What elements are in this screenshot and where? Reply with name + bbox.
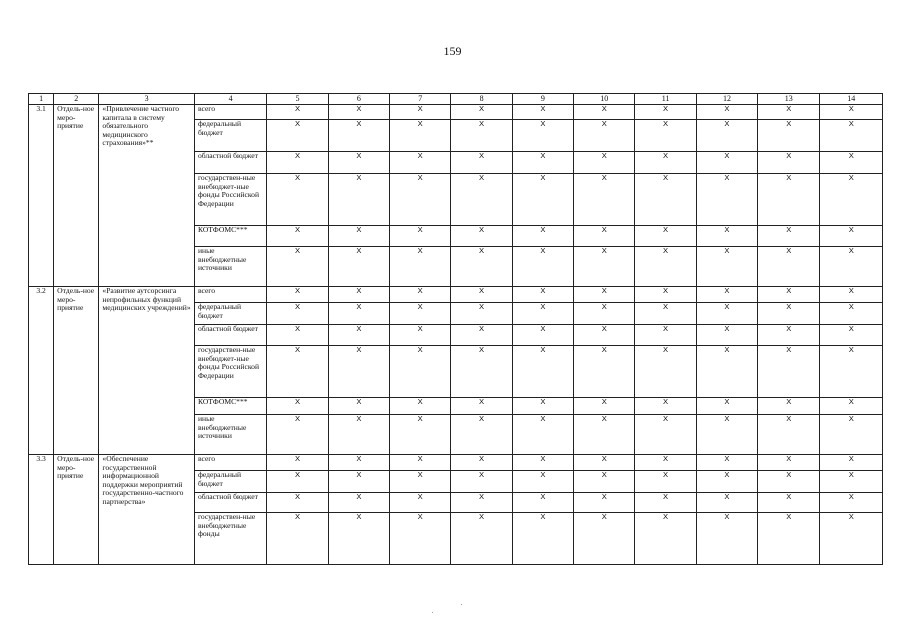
funding-source: федеральный бюджет <box>194 471 266 493</box>
funding-source: КОТФОМС*** <box>194 398 266 415</box>
x-mark-cell: X <box>267 493 328 513</box>
x-mark-cell: X <box>696 152 757 174</box>
x-mark-cell: X <box>390 287 451 303</box>
x-mark-cell: X <box>574 415 635 455</box>
x-mark-cell: X <box>328 152 389 174</box>
x-mark-cell: X <box>512 325 573 346</box>
x-mark-cell: X <box>512 287 573 303</box>
column-header: 10 <box>574 94 635 105</box>
x-mark-cell: X <box>820 455 883 471</box>
x-mark-cell: X <box>635 325 696 346</box>
x-mark-cell: X <box>267 105 328 120</box>
x-mark-cell: X <box>390 325 451 346</box>
x-mark-cell: X <box>390 455 451 471</box>
x-mark-cell: X <box>512 226 573 247</box>
x-mark-cell: X <box>267 226 328 247</box>
item-number: 3.2 <box>29 287 54 455</box>
table-row <box>29 455 883 471</box>
x-mark-cell: X <box>635 152 696 174</box>
x-mark-cell: X <box>820 174 883 226</box>
x-mark-cell: X <box>512 513 573 565</box>
x-mark-cell: X <box>451 174 512 226</box>
x-mark-cell: X <box>758 513 820 565</box>
x-mark-cell: X <box>820 287 883 303</box>
x-mark-cell: X <box>451 152 512 174</box>
item-name: «Развитие аутсорсинга непрофильных функций медицинских учреждений» <box>99 287 195 455</box>
x-mark-cell: X <box>390 398 451 415</box>
x-mark-cell: X <box>696 105 757 120</box>
x-mark-cell: X <box>328 415 389 455</box>
funding-source: государствен-ные внебюджетные фонды <box>194 513 266 565</box>
x-mark-cell: X <box>574 455 635 471</box>
x-mark-cell: X <box>820 247 883 287</box>
x-mark-cell: X <box>574 471 635 493</box>
x-mark-cell: X <box>758 471 820 493</box>
scan-speck <box>461 604 462 605</box>
x-mark-cell: X <box>758 303 820 325</box>
column-header: 6 <box>328 94 389 105</box>
x-mark-cell: X <box>635 105 696 120</box>
x-mark-cell: X <box>696 398 757 415</box>
x-mark-cell: X <box>820 415 883 455</box>
column-header: 3 <box>99 94 195 105</box>
x-mark-cell: X <box>696 226 757 247</box>
x-mark-cell: X <box>635 287 696 303</box>
funding-source: федеральный бюджет <box>194 303 266 325</box>
x-mark-cell: X <box>328 247 389 287</box>
x-mark-cell: X <box>574 287 635 303</box>
x-mark-cell: X <box>328 105 389 120</box>
header-row <box>29 94 883 105</box>
x-mark-cell: X <box>390 346 451 398</box>
x-mark-cell: X <box>451 120 512 152</box>
item-number: 3.1 <box>29 105 54 287</box>
x-mark-cell: X <box>758 325 820 346</box>
x-mark-cell: X <box>267 152 328 174</box>
x-mark-cell: X <box>696 174 757 226</box>
x-mark-cell: X <box>820 120 883 152</box>
x-mark-cell: X <box>820 105 883 120</box>
funding-source: областной бюджет <box>194 152 266 174</box>
x-mark-cell: X <box>512 105 573 120</box>
x-mark-cell: X <box>328 174 389 226</box>
item-type: Отдель-ное меро-приятие <box>54 455 99 565</box>
column-header: 1 <box>29 94 54 105</box>
x-mark-cell: X <box>758 493 820 513</box>
x-mark-cell: X <box>758 174 820 226</box>
x-mark-cell: X <box>574 493 635 513</box>
column-header: 5 <box>267 94 328 105</box>
x-mark-cell: X <box>758 287 820 303</box>
x-mark-cell: X <box>635 247 696 287</box>
table-row <box>29 105 883 120</box>
item-type: Отдель-ное меро-приятие <box>54 287 99 455</box>
x-mark-cell: X <box>328 455 389 471</box>
x-mark-cell: X <box>451 471 512 493</box>
page-number: 159 <box>443 44 462 58</box>
x-mark-cell: X <box>267 513 328 565</box>
column-header: 8 <box>451 94 512 105</box>
x-mark-cell: X <box>328 493 389 513</box>
x-mark-cell: X <box>267 174 328 226</box>
x-mark-cell: X <box>574 247 635 287</box>
program-table <box>28 93 883 565</box>
x-mark-cell: X <box>820 346 883 398</box>
x-mark-cell: X <box>267 120 328 152</box>
x-mark-cell: X <box>512 415 573 455</box>
item-name: «Обеспечение государственной информационной поддержки мероприятий государственно-частного партнерства» <box>99 455 195 565</box>
x-mark-cell: X <box>820 226 883 247</box>
x-mark-cell: X <box>451 398 512 415</box>
x-mark-cell: X <box>820 471 883 493</box>
x-mark-cell: X <box>512 471 573 493</box>
table-row <box>29 287 883 303</box>
x-mark-cell: X <box>758 120 820 152</box>
column-header: 12 <box>696 94 757 105</box>
x-mark-cell: X <box>512 346 573 398</box>
x-mark-cell: X <box>451 247 512 287</box>
funding-source: государствен-ные внебюджет-ные фонды Российской Федерации <box>194 346 266 398</box>
x-mark-cell: X <box>635 226 696 247</box>
x-mark-cell: X <box>696 493 757 513</box>
funding-source: областной бюджет <box>194 325 266 346</box>
x-mark-cell: X <box>696 120 757 152</box>
x-mark-cell: X <box>574 398 635 415</box>
x-mark-cell: X <box>696 455 757 471</box>
x-mark-cell: X <box>635 455 696 471</box>
funding-source: иные внебюджетные источники <box>194 247 266 287</box>
x-mark-cell: X <box>512 303 573 325</box>
x-mark-cell: X <box>696 287 757 303</box>
x-mark-cell: X <box>696 303 757 325</box>
x-mark-cell: X <box>390 226 451 247</box>
x-mark-cell: X <box>635 493 696 513</box>
item-name: «Привлечение частного капитала в систему обязательного медицинского страхования»** <box>99 105 195 287</box>
x-mark-cell: X <box>820 303 883 325</box>
x-mark-cell: X <box>574 226 635 247</box>
x-mark-cell: X <box>635 303 696 325</box>
x-mark-cell: X <box>267 303 328 325</box>
table-body <box>29 94 883 565</box>
x-mark-cell: X <box>267 398 328 415</box>
x-mark-cell: X <box>574 120 635 152</box>
x-mark-cell: X <box>267 415 328 455</box>
item-number: 3.3 <box>29 455 54 565</box>
x-mark-cell: X <box>451 325 512 346</box>
x-mark-cell: X <box>758 247 820 287</box>
x-mark-cell: X <box>512 455 573 471</box>
x-mark-cell: X <box>390 471 451 493</box>
x-mark-cell: X <box>451 455 512 471</box>
x-mark-cell: X <box>758 152 820 174</box>
x-mark-cell: X <box>267 346 328 398</box>
x-mark-cell: X <box>696 325 757 346</box>
x-mark-cell: X <box>390 152 451 174</box>
x-mark-cell: X <box>758 226 820 247</box>
x-mark-cell: X <box>390 513 451 565</box>
x-mark-cell: X <box>390 120 451 152</box>
x-mark-cell: X <box>451 346 512 398</box>
x-mark-cell: X <box>574 174 635 226</box>
x-mark-cell: X <box>696 415 757 455</box>
x-mark-cell: X <box>696 513 757 565</box>
x-mark-cell: X <box>390 303 451 325</box>
x-mark-cell: X <box>512 152 573 174</box>
x-mark-cell: X <box>696 471 757 493</box>
x-mark-cell: X <box>451 493 512 513</box>
x-mark-cell: X <box>696 247 757 287</box>
column-header: 9 <box>512 94 573 105</box>
item-type: Отдель-ное меро-приятие <box>54 105 99 287</box>
x-mark-cell: X <box>758 398 820 415</box>
x-mark-cell: X <box>390 493 451 513</box>
x-mark-cell: X <box>820 325 883 346</box>
x-mark-cell: X <box>390 174 451 226</box>
x-mark-cell: X <box>574 513 635 565</box>
x-mark-cell: X <box>512 247 573 287</box>
column-header: 2 <box>54 94 99 105</box>
funding-source: всего <box>194 105 266 120</box>
x-mark-cell: X <box>390 247 451 287</box>
funding-source: всего <box>194 455 266 471</box>
x-mark-cell: X <box>574 105 635 120</box>
x-mark-cell: X <box>328 398 389 415</box>
column-header: 4 <box>194 94 266 105</box>
x-mark-cell: X <box>635 513 696 565</box>
x-mark-cell: X <box>574 303 635 325</box>
x-mark-cell: X <box>574 152 635 174</box>
x-mark-cell: X <box>635 120 696 152</box>
x-mark-cell: X <box>390 105 451 120</box>
x-mark-cell: X <box>390 415 451 455</box>
x-mark-cell: X <box>758 105 820 120</box>
x-mark-cell: X <box>635 415 696 455</box>
x-mark-cell: X <box>574 346 635 398</box>
x-mark-cell: X <box>328 325 389 346</box>
column-header: 13 <box>758 94 820 105</box>
x-mark-cell: X <box>758 346 820 398</box>
x-mark-cell: X <box>328 303 389 325</box>
x-mark-cell: X <box>451 415 512 455</box>
x-mark-cell: X <box>328 346 389 398</box>
x-mark-cell: X <box>328 120 389 152</box>
column-header: 7 <box>390 94 451 105</box>
x-mark-cell: X <box>820 398 883 415</box>
x-mark-cell: X <box>512 493 573 513</box>
x-mark-cell: X <box>512 120 573 152</box>
funding-source: государствен-ные внебюджет-ные фонды Российской Федерации <box>194 174 266 226</box>
column-header: 11 <box>635 94 696 105</box>
x-mark-cell: X <box>451 105 512 120</box>
x-mark-cell: X <box>820 152 883 174</box>
x-mark-cell: X <box>820 513 883 565</box>
column-header: 14 <box>820 94 883 105</box>
x-mark-cell: X <box>512 174 573 226</box>
x-mark-cell: X <box>635 398 696 415</box>
x-mark-cell: X <box>758 415 820 455</box>
x-mark-cell: X <box>758 455 820 471</box>
x-mark-cell: X <box>451 226 512 247</box>
x-mark-cell: X <box>267 471 328 493</box>
x-mark-cell: X <box>635 471 696 493</box>
x-mark-cell: X <box>574 325 635 346</box>
x-mark-cell: X <box>328 471 389 493</box>
x-mark-cell: X <box>512 398 573 415</box>
x-mark-cell: X <box>451 303 512 325</box>
funding-source: федеральный бюджет <box>194 120 266 152</box>
funding-source: всего <box>194 287 266 303</box>
x-mark-cell: X <box>328 513 389 565</box>
x-mark-cell: X <box>267 247 328 287</box>
x-mark-cell: X <box>267 325 328 346</box>
x-mark-cell: X <box>328 287 389 303</box>
x-mark-cell: X <box>820 493 883 513</box>
x-mark-cell: X <box>267 287 328 303</box>
x-mark-cell: X <box>267 455 328 471</box>
x-mark-cell: X <box>451 513 512 565</box>
x-mark-cell: X <box>635 174 696 226</box>
x-mark-cell: X <box>696 346 757 398</box>
x-mark-cell: X <box>328 226 389 247</box>
x-mark-cell: X <box>635 346 696 398</box>
funding-source: областной бюджет <box>194 493 266 513</box>
scan-speck <box>432 612 433 613</box>
funding-source: иные внебюджетные источники <box>194 415 266 455</box>
x-mark-cell: X <box>451 287 512 303</box>
funding-source: КОТФОМС*** <box>194 226 266 247</box>
